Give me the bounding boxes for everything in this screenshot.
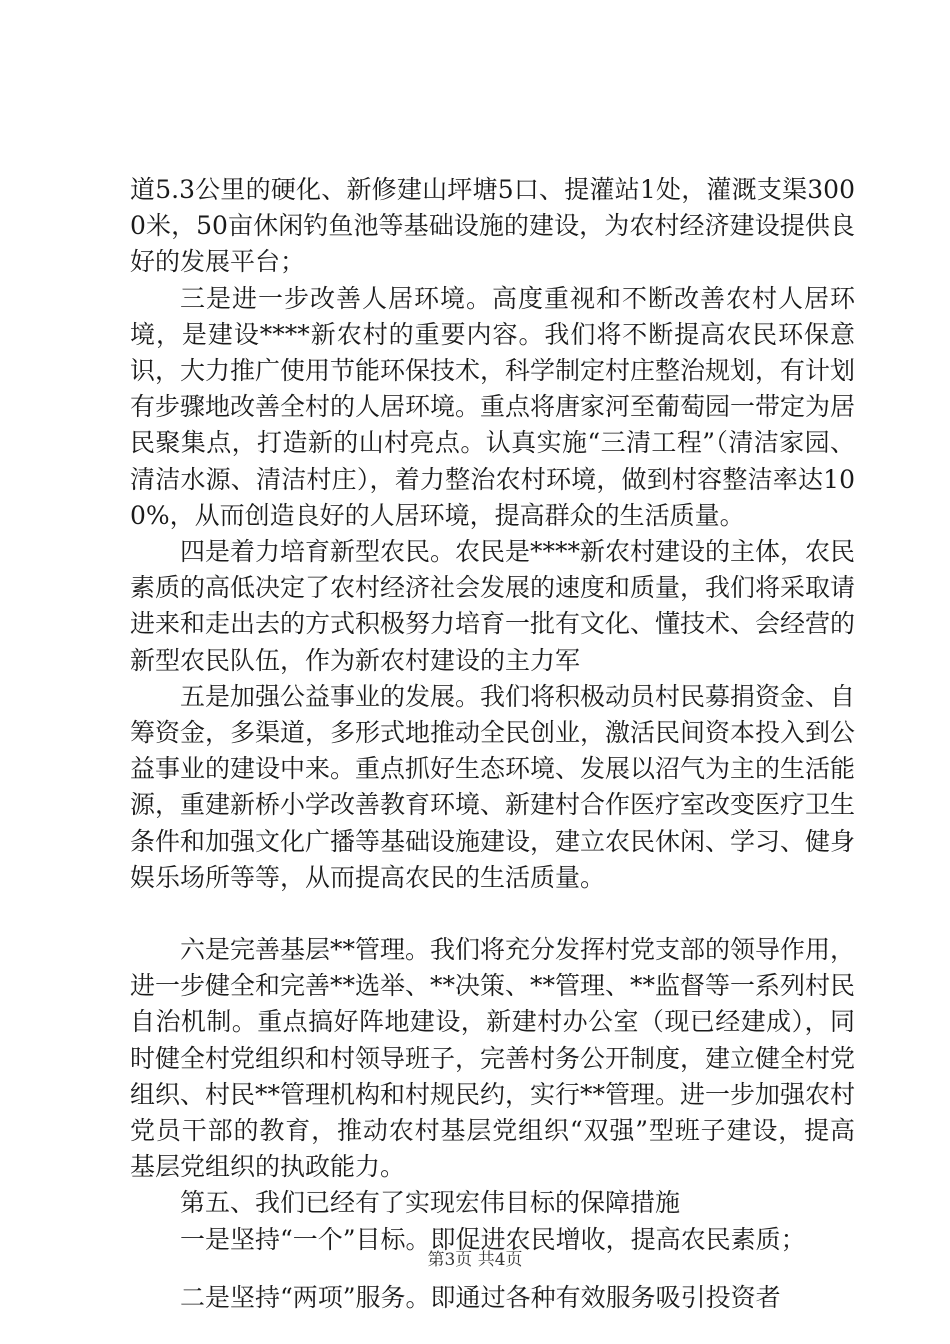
paragraph-two-services: 二是坚持“两项”服务。即通过各种有效服务吸引投资者 [180, 1282, 781, 1312]
paragraph-living-environment: 三是进一步改善人居环境。高度重视和不断改善农村人居环境，是建设****新农村的重要内容。我们将不断提高农民环保意识，大力推广使用节能环保技术，科学制定村庄整治规划，有计划有步骤地改善全村的人居环境。重点将唐家河至葡萄园一带定为居民聚集点，打造新的山村亮点。认真实施“三清工程”（清洁家园、清洁水源、清洁村庄），着力整治农村环境，做到村容整洁率达100%，从而创造良好的人居环境，提高群众的生活质量。 [130, 283, 856, 530]
page-number-footer: 第3页 共4页 [427, 1250, 523, 1270]
paragraph-grassroots-management: 六是完善基层**管理。我们将充分发挥村党支部的领导作用，进一步健全和完善**选举、**决策、**管理、**监督等一系列村民自治机制。重点搞好阵地建设，新建村办公室（现已经建成），同时健全村党组织和村领导班子，完善村务公开制度，建立健全村党组织、村民**管理机构和村规民约，实行**管理。进一步加强农村党员干部的教育，推动农村基层党组织“双强”型班子建设，提高基层党组织的执政能力。 [130, 935, 856, 1182]
section-heading-safeguards: 第五、我们已经有了实现宏伟目标的保障措施 [180, 1188, 681, 1218]
paragraph-infrastructure-continuation: 道5.3公里的硬化、新修建山坪塘5口、提灌站1处，灌溉支渠3000米，50亩休闲钓鱼池等基础设施的建设，为农村经济建设提供良好的发展平台； [130, 175, 855, 277]
paragraph-new-farmers: 四是着力培育新型农民。农民是****新农村建设的主体，农民素质的高低决定了农村经济社会发展的速度和质量，我们将采取请进来和走出去的方式积极努力培育一批有文化、懂技术、会经营的新型农民队伍，作为新农村建设的主力军 [130, 537, 856, 675]
paragraph-spacer [130, 896, 855, 932]
paragraph-one-goal: 一是坚持“一个”目标。即促进农民增收，提高农民素质； [180, 1224, 806, 1254]
document-body [130, 172, 855, 1316]
paragraph-public-welfare: 五是加强公益事业的发展。我们将积极动员村民募捐资金、自筹资金，多渠道，多形式地推动全民创业，激活民间资本投入到公益事业的建设中来。重点抓好生态环境、发展以沼气为主的生活能源，重建新桥小学改善教育环境、新建村合作医疗室改变医疗卫生条件和加强文化广播等基础设施建设，建立农民休闲、学习、健身娱乐场所等等，从而提高农民的生活质量。 [130, 681, 856, 892]
